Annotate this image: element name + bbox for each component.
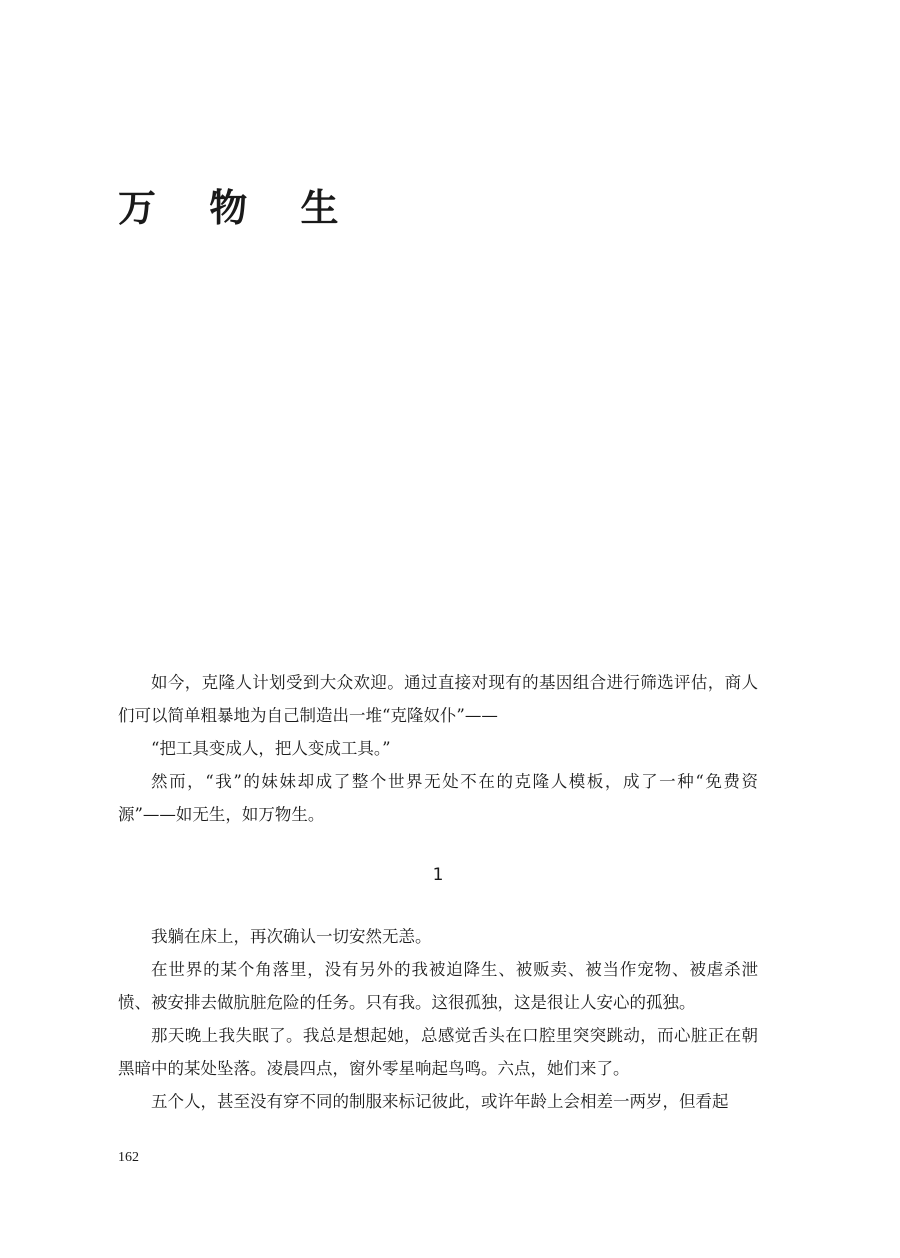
body-paragraph-4: 五个人，甚至没有穿不同的制服来标记彼此，或许年龄上会相差一两岁，但看起 (151, 1092, 729, 1111)
intro-paragraph-1: 如今，克隆人计划受到大众欢迎。通过直接对现有的基因组合进行筛选评估，商人们可以简单粗暴地为自己制造出一堆“克隆奴仆”—— (118, 673, 758, 725)
body-paragraph-1: 我躺在床上，再次确认一切安然无恙。 (151, 927, 432, 946)
section-number: 1 (432, 865, 444, 885)
intro-paragraph-2: “把工具变成人，把人变成工具。” (151, 739, 391, 758)
intro-paragraph-3: 然而，“我”的妹妹却成了整个世界无处不在的克隆人模板，成了一种“免费资源”——如无生，如万物生。 (118, 772, 758, 824)
chapter-body (118, 920, 758, 1118)
body-paragraph-2: 在世界的某个角落里，没有另外的我被迫降生、被贩卖、被当作宠物、被虐杀泄愤、被安排去做肮脏危险的任务。只有我。这很孤独，这是很让人安心的孤独。 (118, 960, 758, 1012)
body-paragraph-3: 那天晚上我失眠了。我总是想起她，总感觉舌头在口腔里突突跳动，而心脏正在朝黑暗中的某处坠落。凌晨四点，窗外零星响起鸟鸣。六点，她们来了。 (118, 1026, 758, 1078)
page-number: 162 (118, 1150, 139, 1165)
chapter-title: 万 物 生 (118, 186, 359, 230)
intro-section (118, 666, 758, 831)
